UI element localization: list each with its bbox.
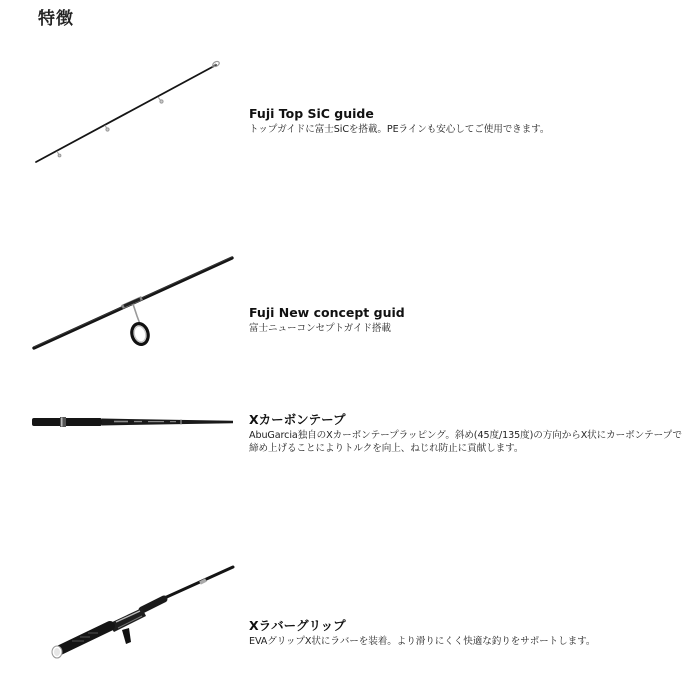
rod-grip-reel-seat-icon [30,564,235,674]
rod-blank-x-carbon-icon [30,408,235,438]
feature-description: EVAグリップX状にラバーを装着。より滑りにくく快適な釣りをサポートします。 [249,636,596,647]
rod-tip-top-guide-icon [30,55,235,170]
rod-blank-image [30,408,235,438]
feature-heading: Xカーボンテープ [249,412,346,427]
feature-text [249,618,689,648]
feature-heading: Fuji Top SiC guide [249,106,374,121]
page-title: 特徴 [38,9,74,29]
feature-text [249,106,689,136]
feature-heading: Xラバーグリップ [249,618,346,633]
rod-guide-closeup-icon [30,252,235,357]
rod-grip-image [30,564,235,674]
feature-description: 富士ニューコンセプトガイド搭載 [249,323,391,334]
feature-text [249,305,689,335]
feature-text [249,412,689,455]
rod-guide-image [30,252,235,357]
feature-description: AbuGarcia独自のXカーボンテープラッピング。斜め(45度/135度)の方向からX状にカーボンテープで締め上げることによりトルクを向上、ねじれ防止に貢献します。 [249,430,682,454]
feature-description: トップガイドに富士SiCを搭載。PEラインも安心してご使用できます。 [249,124,550,135]
rod-tip-image [30,55,235,170]
feature-heading: Fuji New concept guid [249,305,405,320]
